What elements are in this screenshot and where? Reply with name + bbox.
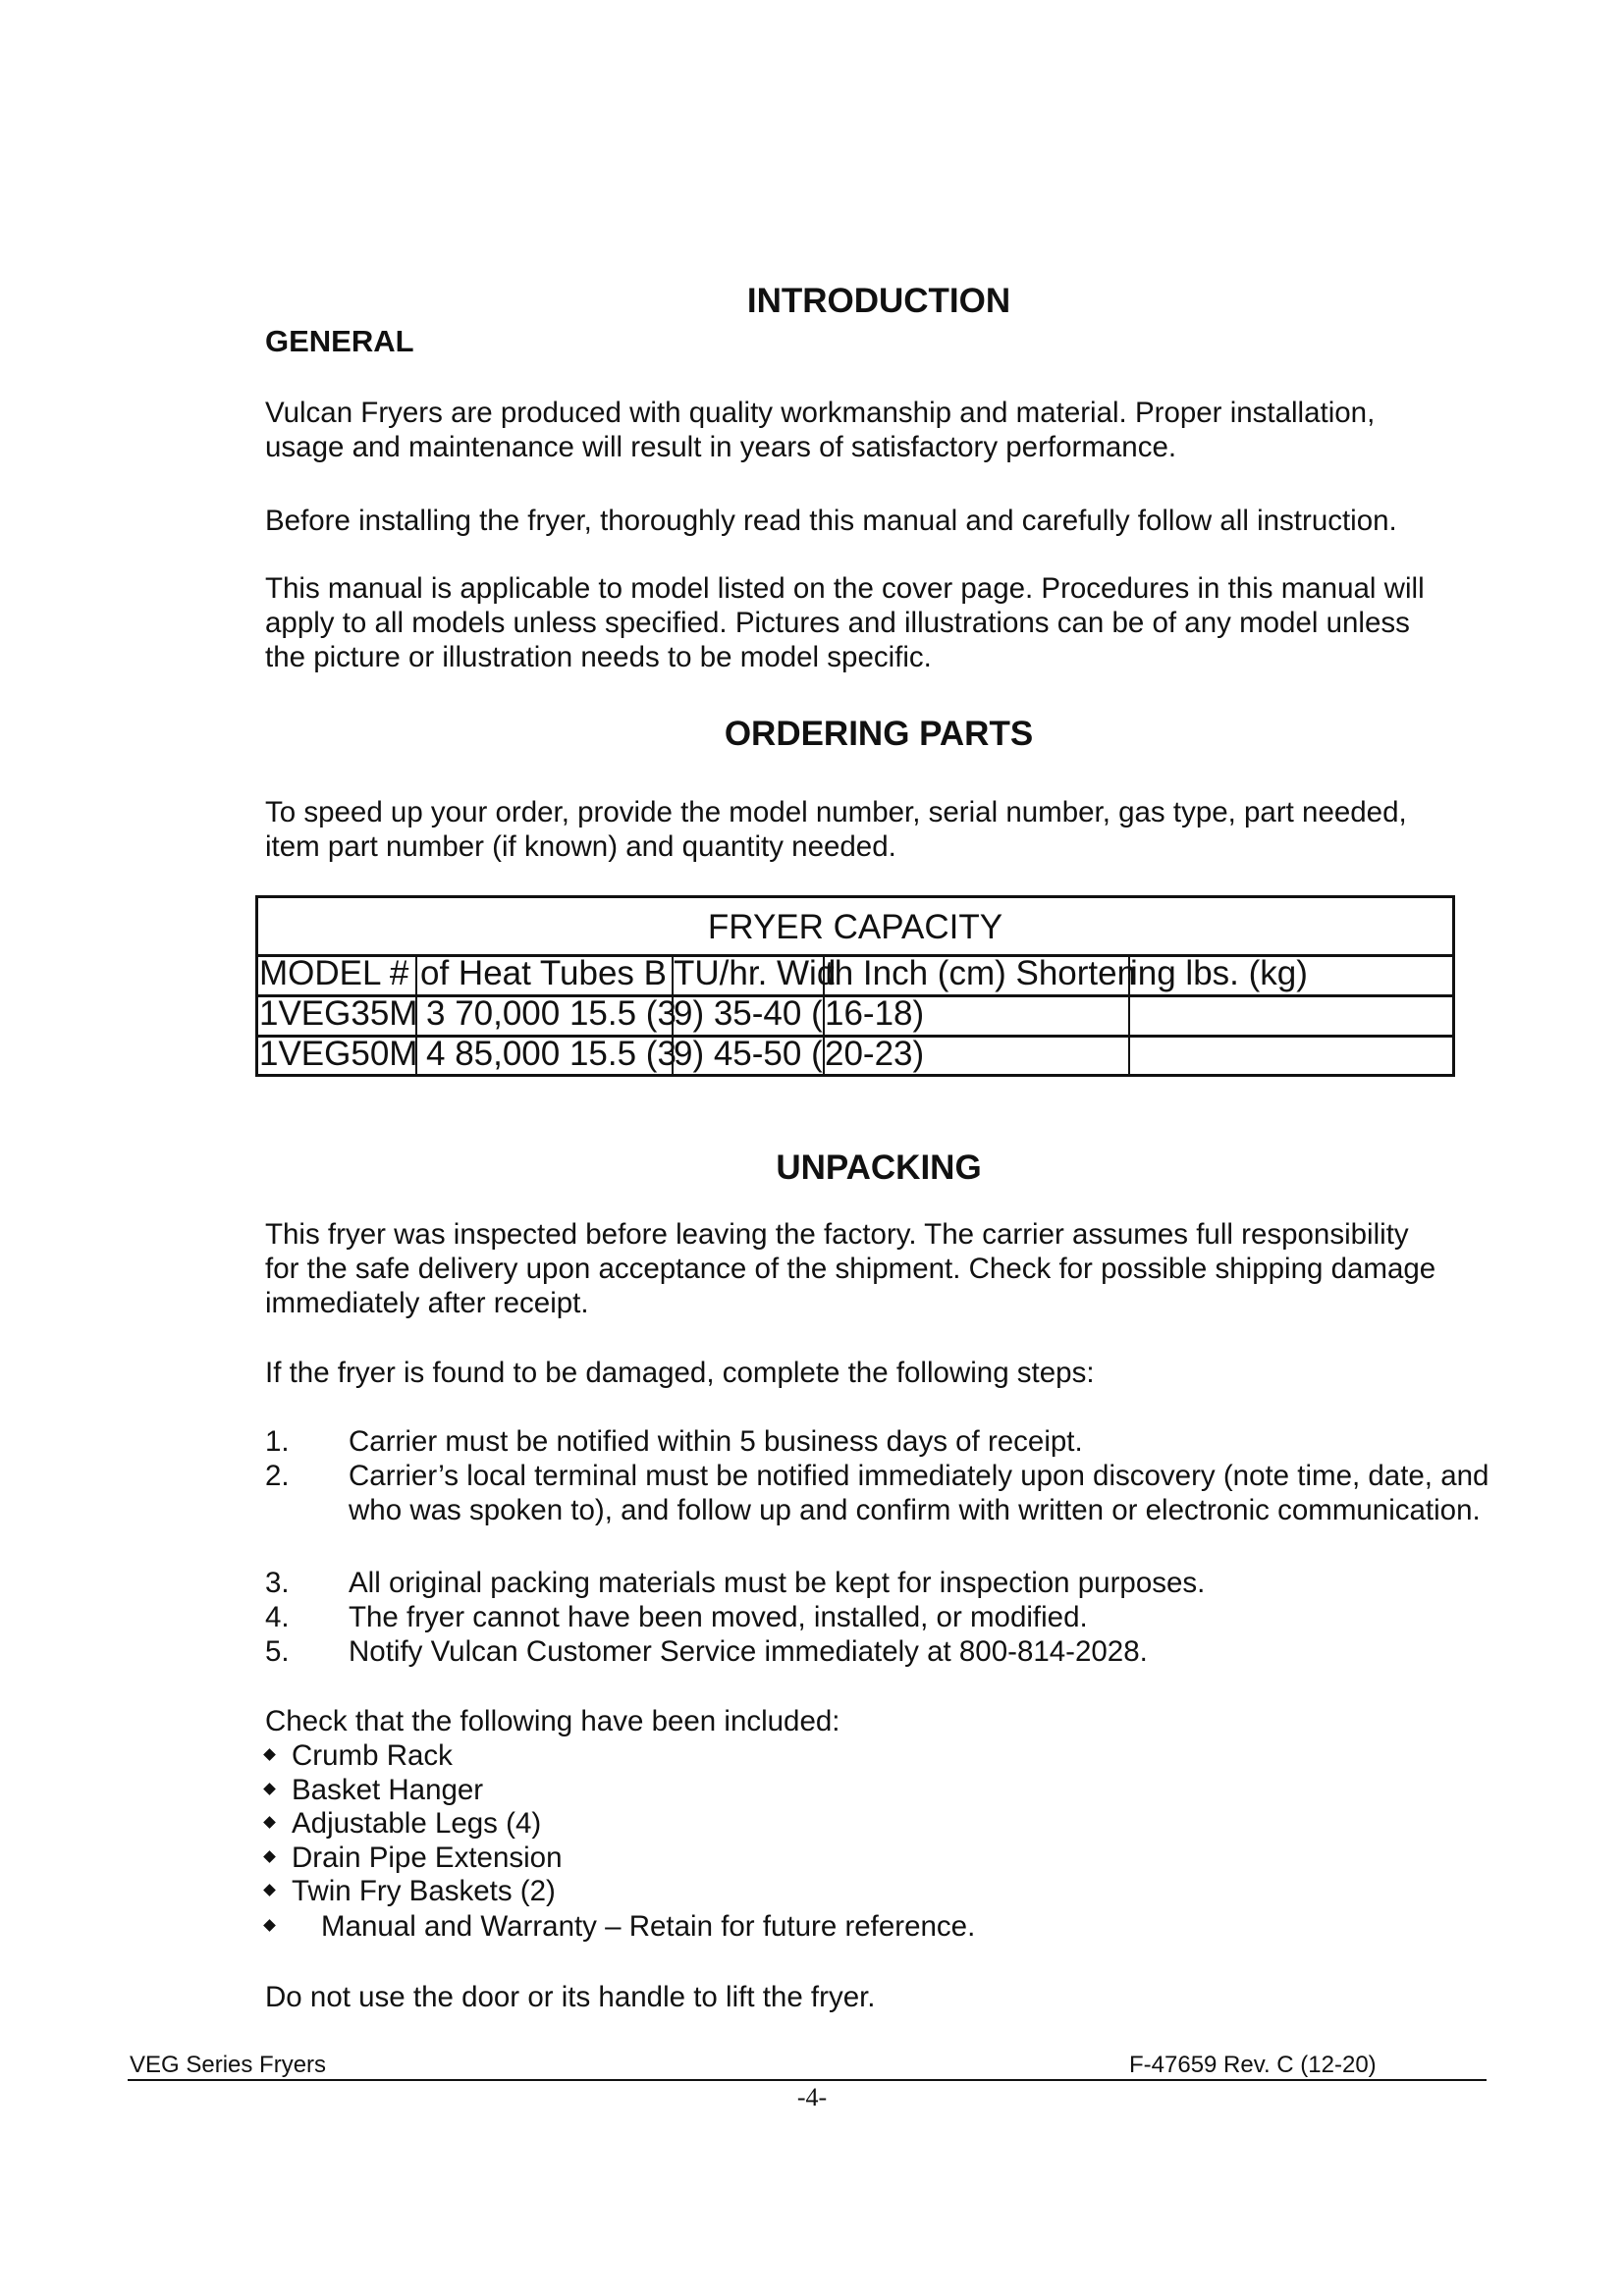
bullet-diamond-icon xyxy=(263,1783,276,1795)
step-number: 5. xyxy=(265,1635,290,1668)
page-number: -4- xyxy=(796,2083,828,2111)
header-width: th Inch (cm) Shorten xyxy=(825,954,1137,992)
list-item xyxy=(265,1806,541,1841)
intro-paragraph-1 xyxy=(265,396,1512,464)
intro-p1-line1: Vulcan Fryers are produced with quality workmanship and material. Proper installation, xyxy=(265,397,1376,429)
ordering-line1: To speed up your order, provide the model number, serial number, gas type, part needed, xyxy=(265,796,1407,828)
footer-divider xyxy=(128,2079,1487,2081)
table-title: FRYER CAPACITY xyxy=(707,908,1003,946)
unpacking-p1-line3: immediately after receipt. xyxy=(265,1287,589,1319)
table-rule-bottom xyxy=(255,1074,1455,1077)
step-number: 2. xyxy=(265,1460,290,1492)
unpacking-p1-line1: This fryer was inspected before leaving the factory. The carrier assumes full responsibility xyxy=(265,1218,1409,1251)
item-label: Drain Pipe Extension xyxy=(292,1842,563,1874)
intro-p1-line2: usage and maintenance will result in years of satisfactory performance. xyxy=(265,431,1177,463)
item-label: Twin Fry Baskets (2) xyxy=(292,1875,556,1907)
row2-model: 1VEG50M xyxy=(259,1035,418,1073)
bullet-diamond-icon xyxy=(263,1816,276,1829)
step-text: The fryer cannot have been moved, installed, or modified. xyxy=(349,1601,1088,1633)
lift-warning: Do not use the door or its handle to lift the fryer. xyxy=(265,1981,876,2013)
intro-p3-line2: apply to all models unless specified. Pictures and illustrations can be of any model unless xyxy=(265,607,1410,639)
list-item xyxy=(265,1874,556,1908)
ordering-parts-heading: ORDERING PARTS xyxy=(724,715,1034,753)
step-number: 4. xyxy=(265,1601,290,1633)
step-text: Carrier must be notified within 5 business days of receipt. xyxy=(349,1425,1083,1458)
unpacking-paragraph-2: If the fryer is found to be damaged, complete the following steps: xyxy=(265,1357,1095,1389)
list-item xyxy=(265,1738,453,1773)
fryer-capacity-table xyxy=(255,895,1455,1077)
check-intro: Check that the following have been included: xyxy=(265,1705,840,1737)
row2-values-a: 4 85,000 15.5 (3 xyxy=(426,1035,677,1073)
list-item xyxy=(265,1909,975,1944)
intro-p3-line1: This manual is applicable to model listed on the cover page. Procedures in this manual will xyxy=(265,572,1425,605)
row1-values-b: 9) 35-40 ( xyxy=(674,994,823,1033)
general-heading: GENERAL xyxy=(265,324,414,358)
step-number: 1. xyxy=(265,1425,290,1458)
header-model: MODEL # xyxy=(259,954,409,992)
bullet-diamond-icon xyxy=(263,1919,276,1932)
ordering-paragraph xyxy=(265,795,1512,864)
header-btu: TU/hr. Wid xyxy=(674,954,837,992)
row1-values-c: 16-18) xyxy=(825,994,925,1033)
item-label: Crumb Rack xyxy=(292,1739,453,1772)
header-shortening: ing lbs. (kg) xyxy=(1130,954,1308,992)
footer-form-number: F-47659 Rev. C (12-20) xyxy=(1129,2052,1377,2078)
unpacking-p1-line2: for the safe delivery upon acceptance of the shipment. Check for possible shipping damage xyxy=(265,1253,1436,1285)
step-number: 3. xyxy=(265,1567,290,1599)
table-rule-top xyxy=(255,895,1455,898)
footer-series: VEG Series Fryers xyxy=(130,2052,327,2078)
row2-values-b: 9) 45-50 ( xyxy=(674,1035,823,1073)
row1-model: 1VEG35M xyxy=(259,994,418,1033)
header-heat-tubes: of Heat Tubes B xyxy=(420,954,667,992)
item-label: Basket Hanger xyxy=(292,1774,484,1806)
list-item xyxy=(265,1841,562,1875)
step-text: All original packing materials must be kept for inspection purposes. xyxy=(349,1567,1206,1599)
introduction-heading: INTRODUCTION xyxy=(746,282,1011,320)
bullet-diamond-icon xyxy=(263,1748,276,1761)
step-text: Carrier’s local terminal must be notified immediately upon discovery (note time, date, and who was spoken to), and follow up and confirm with written or electronic communication. xyxy=(349,1460,1489,1526)
unpacking-paragraph-1 xyxy=(265,1217,1512,1320)
item-label: Adjustable Legs (4) xyxy=(292,1807,542,1840)
intro-paragraph-2: Before installing the fryer, thoroughly read this manual and carefully follow all instruction. xyxy=(265,505,1397,537)
bullet-diamond-icon xyxy=(263,1884,276,1896)
bullet-diamond-icon xyxy=(263,1850,276,1863)
row1-values-a: 3 70,000 15.5 (3 xyxy=(426,994,677,1033)
step-text: Notify Vulcan Customer Service immediately at 800-814-2028. xyxy=(349,1635,1148,1668)
ordering-line2: item part number (if known) and quantity needed. xyxy=(265,830,896,863)
intro-p3-line3: the picture or illustration needs to be model specific. xyxy=(265,641,932,673)
intro-paragraph-3 xyxy=(265,571,1512,674)
item-label: Manual and Warranty – Retain for future reference. xyxy=(321,1910,976,1943)
row2-values-c: 20-23) xyxy=(825,1035,925,1073)
list-item xyxy=(265,1773,483,1807)
unpacking-heading: UNPACKING xyxy=(776,1148,982,1187)
